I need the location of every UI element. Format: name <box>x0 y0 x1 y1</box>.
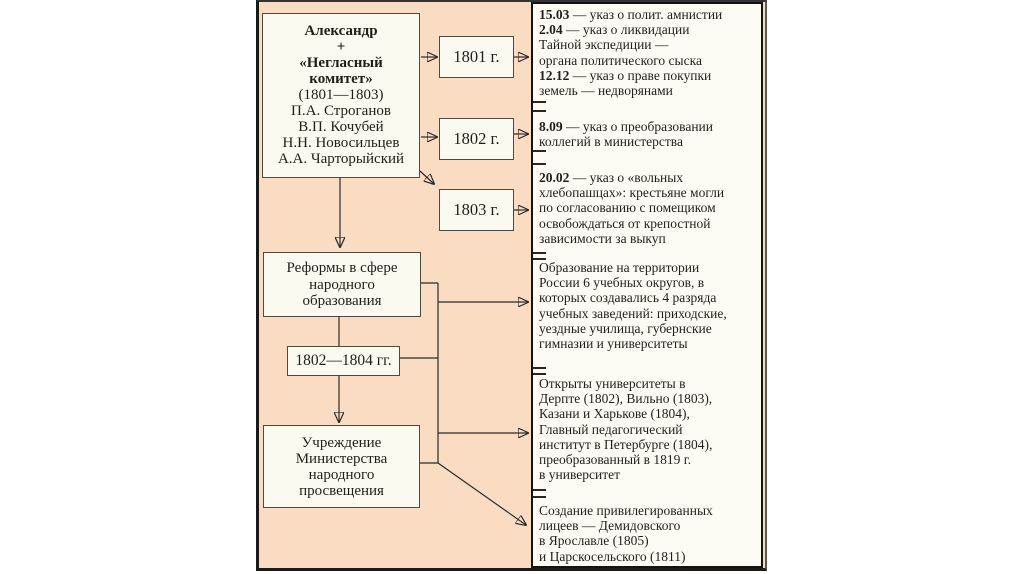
section-tick <box>533 101 546 103</box>
section-tick <box>533 496 546 498</box>
section-tick <box>533 252 546 254</box>
committee-period: (1801—1803) <box>298 87 384 103</box>
decree-section-1803: 20.02 — указ о «вольных хлебопашцах»: крестьяне могли по согласованию с помещиком освобождаться от крепостной зависимости за выкуп <box>539 170 725 246</box>
decree-section-1801: 15.03 — указ о полит. амнистии 2.04 — указ о ликвидации Тайной экспедиции — органа политического сыска 12.12 — указ о праве покупки земель — недворянами <box>539 7 723 99</box>
period-label: 1802—1804 гг. <box>295 352 392 369</box>
section-tick <box>533 489 546 491</box>
ministry-line: Министерства <box>295 451 388 467</box>
ministry-line: Учреждение <box>301 435 382 451</box>
year-label: 1803 г. <box>453 200 500 219</box>
decrees-panel <box>531 2 763 568</box>
reforms-line: образования <box>302 293 382 309</box>
member-name: В.П. Кочубей <box>298 119 384 135</box>
section-education-districts: Образование на территории России 6 учебных округов, в которых создавались 4 разряда учебных заведений: приходские, уездные училища, губернские гимназии и университеты <box>539 260 727 352</box>
section-lyceums: Создание привилегированных лицеев — Демидовского в Ярославле (1805) и Царскосельского (1811) <box>539 503 713 564</box>
year-label: 1802 г. <box>453 129 500 148</box>
member-name: П.А. Строганов <box>291 103 391 119</box>
year-label: 1801 г. <box>453 47 500 66</box>
member-name: Н.Н. Новосильцев <box>282 135 400 151</box>
section-tick <box>533 367 546 369</box>
year-box-1802 <box>439 118 514 160</box>
committee-line1: «Негласный <box>299 55 383 71</box>
section-tick <box>533 163 546 165</box>
section-tick <box>533 150 546 152</box>
plus-sign: + <box>336 39 346 55</box>
ministry-line: народного <box>308 467 375 483</box>
ministry-line: просвещения <box>299 483 384 499</box>
section-tick <box>533 110 546 112</box>
reforms-line: Реформы в сфере <box>286 260 398 276</box>
alexander-title: Александр <box>304 23 378 39</box>
alexander-box <box>262 13 420 178</box>
education-reforms-box <box>263 252 421 317</box>
member-name: А.А. Чарторыйский <box>277 151 405 167</box>
year-box-1803 <box>439 189 514 231</box>
section-universities: Открыты университеты в Дерпте (1802), Вильно (1803), Казани и Харькове (1804), Главный педагогический институт в Петербурге (1804), преобразованный в 1819 г. в университет <box>539 376 713 483</box>
decree-section-1802: 8.09 — указ о преобразовании коллегий в министерства <box>539 119 713 150</box>
period-box-1802-1804 <box>287 346 400 376</box>
ministry-box <box>263 425 420 508</box>
year-box-1801 <box>439 36 514 78</box>
section-tick <box>533 373 546 375</box>
committee-line2: комитет» <box>309 71 373 87</box>
reforms-line: народного <box>309 276 375 293</box>
